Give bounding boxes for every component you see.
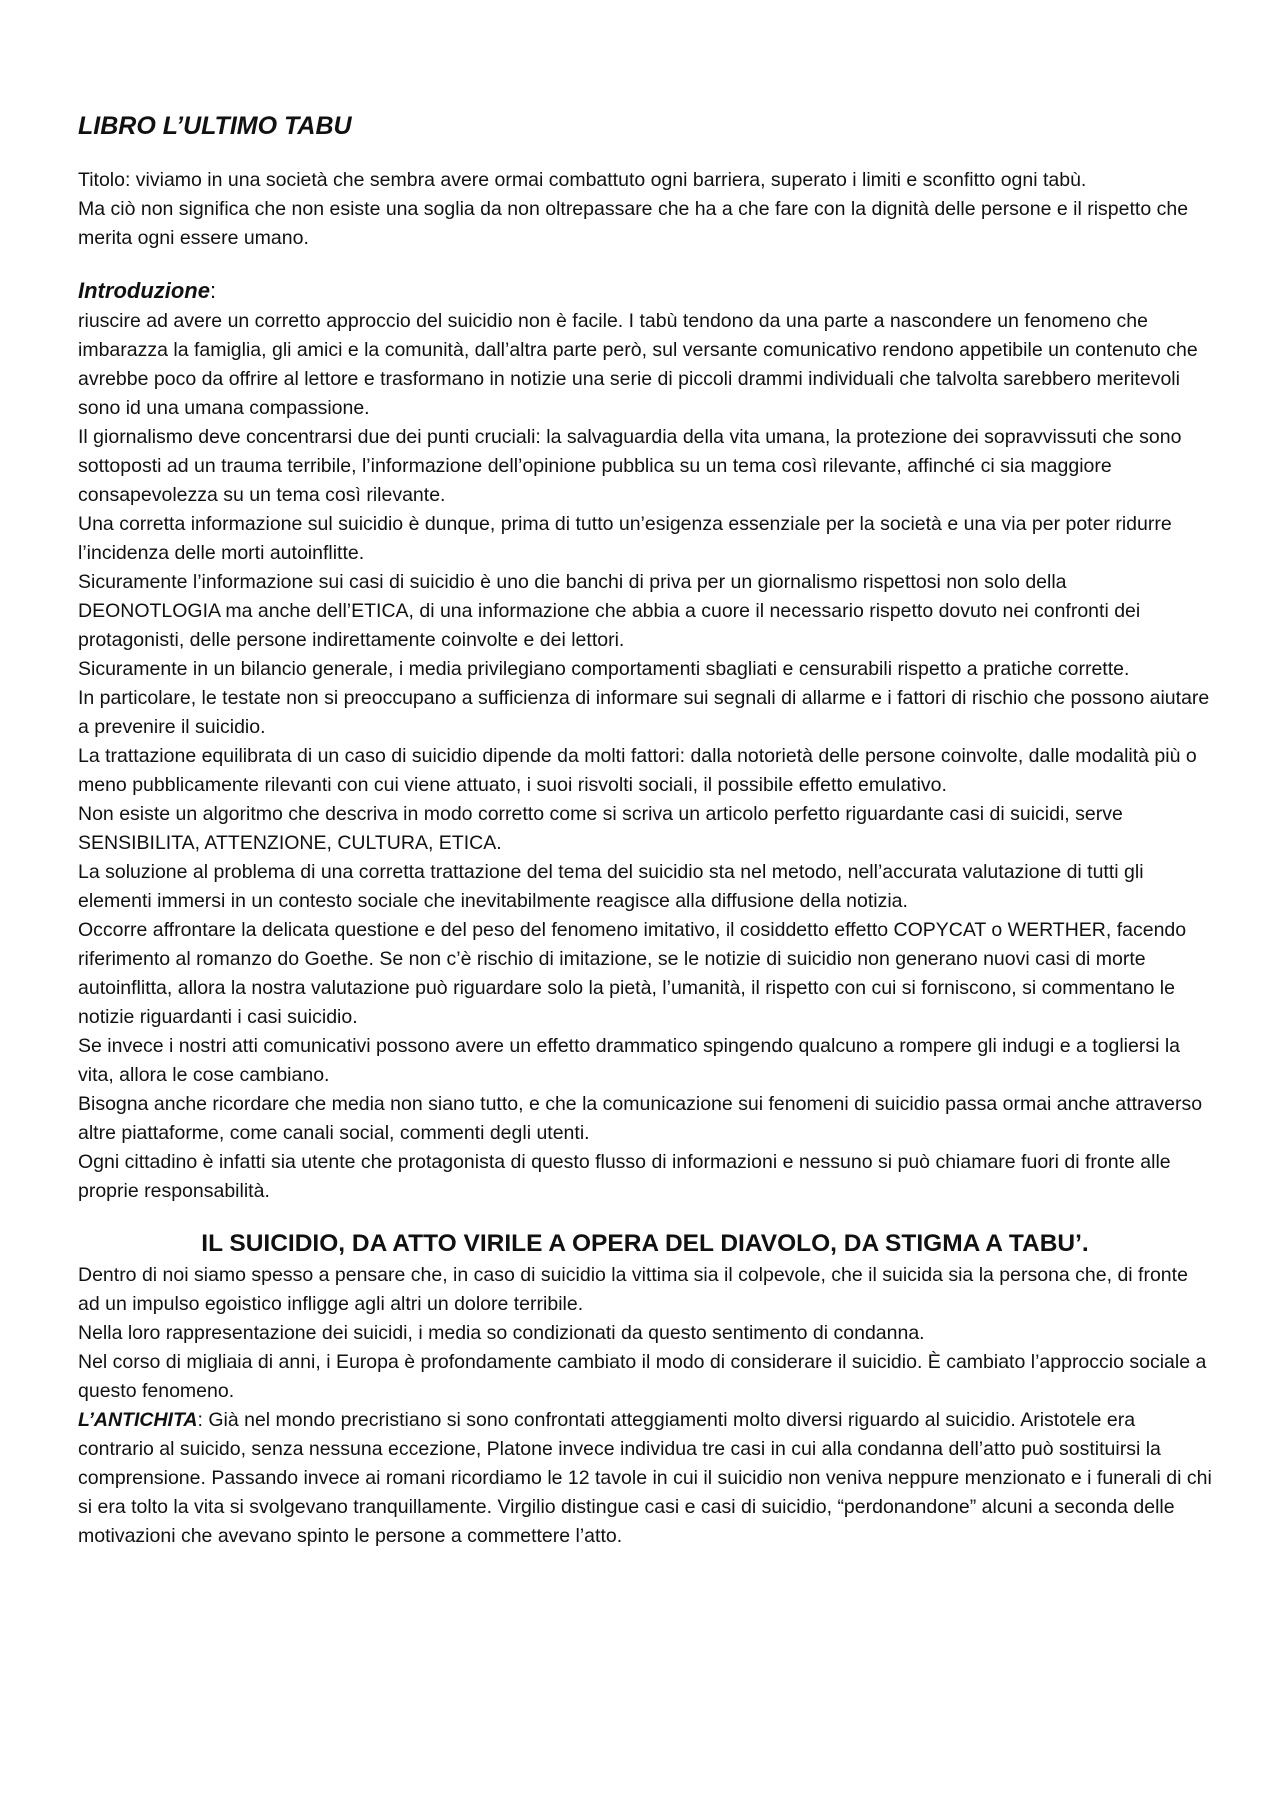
section-title: IL SUICIDIO, DA ATTO VIRILE A OPERA DEL DIAVOLO, DA STIGMA A TABU’. — [201, 1230, 1089, 1257]
introduzione-paragraph: Il giornalismo deve concentrarsi due dei punti cruciali: la salvaguardia della vita umana, la protezione dei sopravvissuti che sono sottoposti ad un trauma terribile, l’informazione dell’opinione pubblica su un tema così rilevante, affinché ci sia maggiore consapevolezza su un tema così rilevante. — [78, 426, 1182, 506]
introduzione-heading-text: Introduzione — [78, 278, 210, 303]
introduzione-paragraph: Occorre affrontare la delicata questione e del peso del fenomeno imitativo, il cosiddetto effetto COPYCAT o WERTHER, facendo riferimento al romanzo do Goethe. Se non c’è rischio di imitazione, se le notizie di suicidio non generano nuovi casi di morte autoinflitta, allora la nostra valutazione può riguardare solo la pietà, l’umanità, il rispetto con cui si forniscono, si commentano le notizie riguardanti i casi suicidio. — [78, 919, 1187, 1028]
introduzione-paragraph: Sicuramente l’informazione sui casi di suicidio è uno die banchi di priva per un giornalismo rispettosi non solo della DEONOTLOGIA ma anche dell’ETICA, di una informazione che abbia a cuore il necessario rispetto dovuto nei confronti dei protagonisti, delle persone indirettamente coinvolte e dei lettori. — [78, 571, 1141, 651]
introduzione-paragraph: riuscire ad avere un corretto approccio del suicidio non è facile. I tabù tendono da una parte a nascondere un fenomeno che imbarazza la famiglia, gli amici e la comunità, dall’altra parte però, sul versante comunicativo rendono appetibile un contenuto che avrebbe poco da offrire al lettore e trasformano in notizie una serie di piccoli drammi individuali che talvolta sarebbero meritevoli sono id una umana compassione. — [78, 310, 1198, 419]
introduzione-heading — [78, 274, 1212, 307]
introduzione-paragraph: Ogni cittadino è infatti sia utente che protagonista di questo flusso di informazioni e nessuno si può chiamare fuori di fronte alle proprie responsabilità. — [78, 1151, 1171, 1202]
introduzione-heading-colon: : — [209, 278, 217, 303]
introduzione-paragraph: Bisogna anche ricordare che media non siano tutto, e che la comunicazione sui fenomeni di suicidio passa ormai anche attraverso altre piattaforme, come canali social, commenti degli utenti. — [78, 1093, 1203, 1144]
introduzione-paragraph: Sicuramente in un bilancio generale, i media privilegiano comportamenti sbagliati e censurabili rispetto a pratiche corrette. — [78, 658, 1130, 680]
introduzione-paragraph: Se invece i nostri atti comunicativi possono avere un effetto drammatico spingendo qualcuno a rompere gli indugi e a togliersi la vita, allora le cose cambiano. — [78, 1035, 1181, 1086]
introduzione-paragraph: La soluzione al problema di una corretta trattazione del tema del suicidio sta nel metodo, nell’accurata valutazione di tutti gli elementi immersi in un contesto sociale che inevitabilmente reagisce alla diffusione della notizia. — [78, 861, 1144, 912]
section-paragraph: Dentro di noi siamo spesso a pensare che, in caso di suicidio la vittima sia il colpevole, che il suicida sia la persona che, di fronte ad un impulso egoistico infligge agli altri un dolore terribile. — [78, 1264, 1188, 1315]
introduzione-paragraph: La trattazione equilibrata di un caso di suicidio dipende da molti fattori: dalla notorietà delle persone coinvolte, dalle modalità più o meno pubblicamente rilevanti con cui viene attuato, i suoi risvolti sociali, il possibile effetto emulativo. — [78, 745, 1197, 796]
section-paragraph: Nella loro rappresentazione dei suicidi, i media so condizionati da questo sentimento di condanna. — [78, 1322, 925, 1344]
intro-paragraph: Titolo: viviamo in una società che sembra avere ormai combattuto ogni barriera, superato i limiti e sconfitto ogni tabù. — [78, 169, 1087, 191]
introduzione-paragraph: Una corretta informazione sul suicidio è dunque, prima di tutto un’esigenza essenziale per la società e una via per poter ridurre l’incidenza delle morti autoinflitte. — [78, 513, 1172, 564]
antichita-paragraph — [78, 1406, 1212, 1551]
introduzione-paragraph: In particolare, le testate non si preoccupano a sufficienza di informare sui segnali di allarme e i fattori di rischio che possono aiutare a prevenire il suicidio. — [78, 687, 1210, 738]
document-title: LIBRO L’ULTIMO TABU — [78, 112, 352, 140]
antichita-label: L’ANTICHITA — [78, 1409, 198, 1431]
introduzione-paragraph: Non esiste un algoritmo che descriva in modo corretto come si scriva un articolo perfetto riguardante casi di suicidi, serve SENSIBILITA, ATTENZIONE, CULTURA, ETICA. — [78, 803, 1123, 854]
section-paragraph: Nel corso di migliaia di anni, i Europa è profondamente cambiato il modo di considerare il suicidio. È cambiato l’approccio sociale a questo fenomeno. — [78, 1351, 1207, 1402]
document-page — [78, 110, 1212, 1551]
antichita-text: : Già nel mondo precristiano si sono confrontati atteggiamenti molto diversi riguardo al suicidio. Aristotele era contrario al suicido, senza nessuna eccezione, Platone invece individua tre casi in cui alla condanna dell’atto può sostituirsi la comprensione. Passando invece ai romani ricordiamo le 12 tavole in cui il suicidio non veniva neppure menzionato e i funerali di chi si era tolto la vita si svolgevano tranquillamente. Virgilio distingue casi e casi di suicidio, “perdonandone” alcuni a seconda delle motivazioni che avevano spinto le persone a commettere l’atto. — [78, 1409, 1212, 1547]
intro-paragraph: Ma ciò non significa che non esiste una soglia da non oltrepassare che ha a che fare con la dignità delle persone e il rispetto che merita ogni essere umano. — [78, 198, 1189, 249]
